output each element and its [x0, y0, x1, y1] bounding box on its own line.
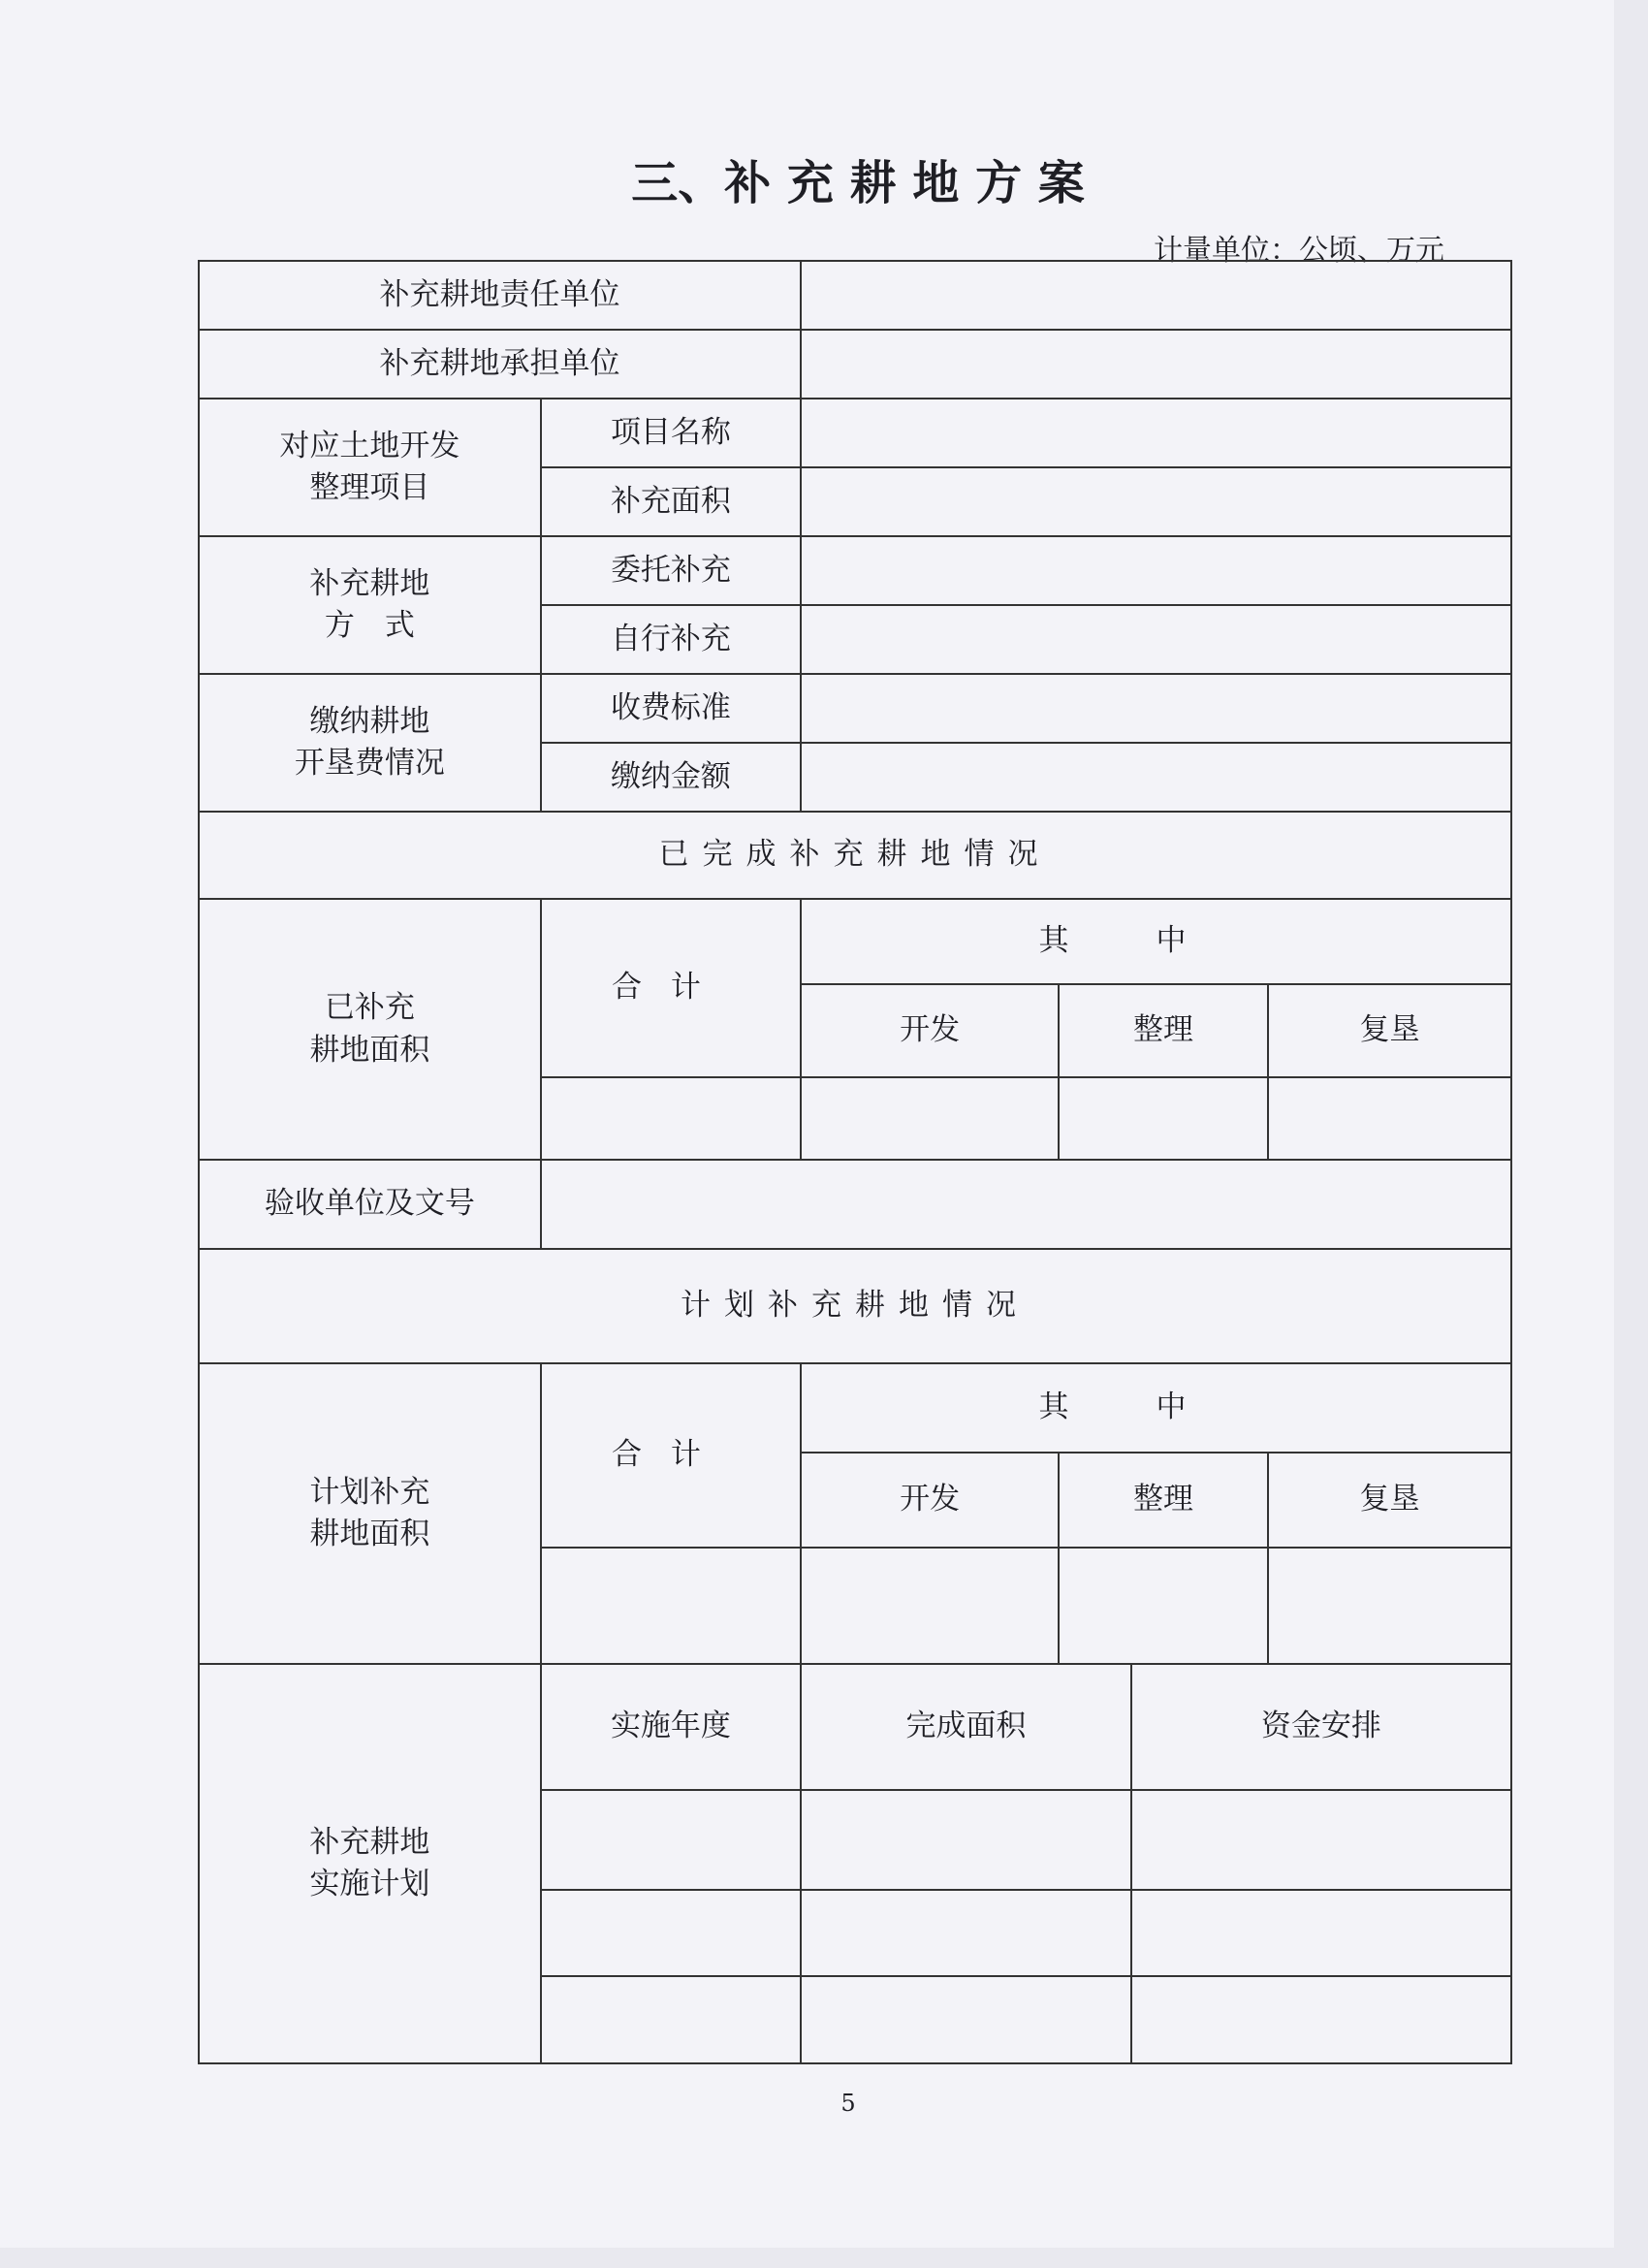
- entrusted-label: 委托补充: [541, 536, 801, 605]
- completed-develop-field[interactable]: [801, 1077, 1059, 1160]
- impl-area-header: 完成面积: [801, 1664, 1131, 1790]
- impl-year-header: 实施年度: [541, 1664, 801, 1790]
- acceptance-field[interactable]: [541, 1160, 1511, 1249]
- planned-among-label: 其中: [801, 1363, 1511, 1453]
- method-group-label: 补充耕地 方 式: [199, 536, 541, 674]
- completed-total-label: 合计: [541, 899, 801, 1077]
- impl-year-field[interactable]: [541, 1976, 801, 2063]
- completed-total-field[interactable]: [541, 1077, 801, 1160]
- completed-reclaim-label: 复垦: [1268, 984, 1511, 1077]
- self-supplement-label: 自行补充: [541, 605, 801, 674]
- entrusted-field[interactable]: [801, 536, 1511, 605]
- planned-arrange-label: 整理: [1059, 1453, 1268, 1548]
- planned-reclaim-label: 复垦: [1268, 1453, 1511, 1548]
- responsible-unit-field[interactable]: [801, 261, 1511, 330]
- fee-amount-field[interactable]: [801, 743, 1511, 812]
- acceptance-label: 验收单位及文号: [199, 1160, 541, 1249]
- undertaker-unit-field[interactable]: [801, 330, 1511, 399]
- project-name-field[interactable]: [801, 399, 1511, 467]
- completed-develop-label: 开发: [801, 984, 1059, 1077]
- impl-funding-field[interactable]: [1131, 1890, 1511, 1976]
- impl-year-field[interactable]: [541, 1890, 801, 1976]
- impl-area-field[interactable]: [801, 1790, 1131, 1890]
- impl-funding-header: 资金安排: [1131, 1664, 1511, 1790]
- completed-area-label: 已补充 耕地面积: [199, 899, 541, 1160]
- responsible-unit-label: 补充耕地责任单位: [199, 261, 801, 330]
- impl-area-field[interactable]: [801, 1976, 1131, 2063]
- unit-note: 计量单位：公顷、万元: [1154, 234, 1444, 268]
- self-supplement-field[interactable]: [801, 605, 1511, 674]
- planned-area-label: 计划补充 耕地面积: [199, 1363, 541, 1664]
- supplement-farmland-form: [198, 260, 1512, 2064]
- planned-total-field[interactable]: [541, 1548, 801, 1664]
- project-name-label: 项目名称: [541, 399, 801, 467]
- fee-standard-label: 收费标准: [541, 674, 801, 743]
- fee-standard-field[interactable]: [801, 674, 1511, 743]
- planned-arrange-field[interactable]: [1059, 1548, 1268, 1664]
- project-group-label: 对应土地开发 整理项目: [199, 399, 541, 536]
- fee-amount-label: 缴纳金额: [541, 743, 801, 812]
- planned-section-title: 计划补充耕地情况: [199, 1249, 1511, 1363]
- planned-develop-label: 开发: [801, 1453, 1059, 1548]
- planned-develop-field[interactable]: [801, 1548, 1059, 1664]
- impl-plan-label: 补充耕地 实施计划: [199, 1664, 541, 2063]
- completed-section-title: 已完成补充耕地情况: [199, 812, 1511, 899]
- completed-arrange-label: 整理: [1059, 984, 1268, 1077]
- impl-year-field[interactable]: [541, 1790, 801, 1890]
- fee-group-label: 缴纳耕地 开垦费情况: [199, 674, 541, 812]
- undertaker-unit-label: 补充耕地承担单位: [199, 330, 801, 399]
- page-title: 三、补 充 耕 地 方 案: [631, 156, 1085, 210]
- impl-area-field[interactable]: [801, 1890, 1131, 1976]
- supplement-area-field[interactable]: [801, 467, 1511, 536]
- planned-total-label: 合计: [541, 1363, 801, 1548]
- completed-reclaim-field[interactable]: [1268, 1077, 1511, 1160]
- completed-among-label: 其中: [801, 899, 1511, 984]
- completed-arrange-field[interactable]: [1059, 1077, 1268, 1160]
- impl-funding-field[interactable]: [1131, 1976, 1511, 2063]
- planned-reclaim-field[interactable]: [1268, 1548, 1511, 1664]
- impl-funding-field[interactable]: [1131, 1790, 1511, 1890]
- page-number: 5: [840, 2090, 856, 2117]
- supplement-area-label: 补充面积: [541, 467, 801, 536]
